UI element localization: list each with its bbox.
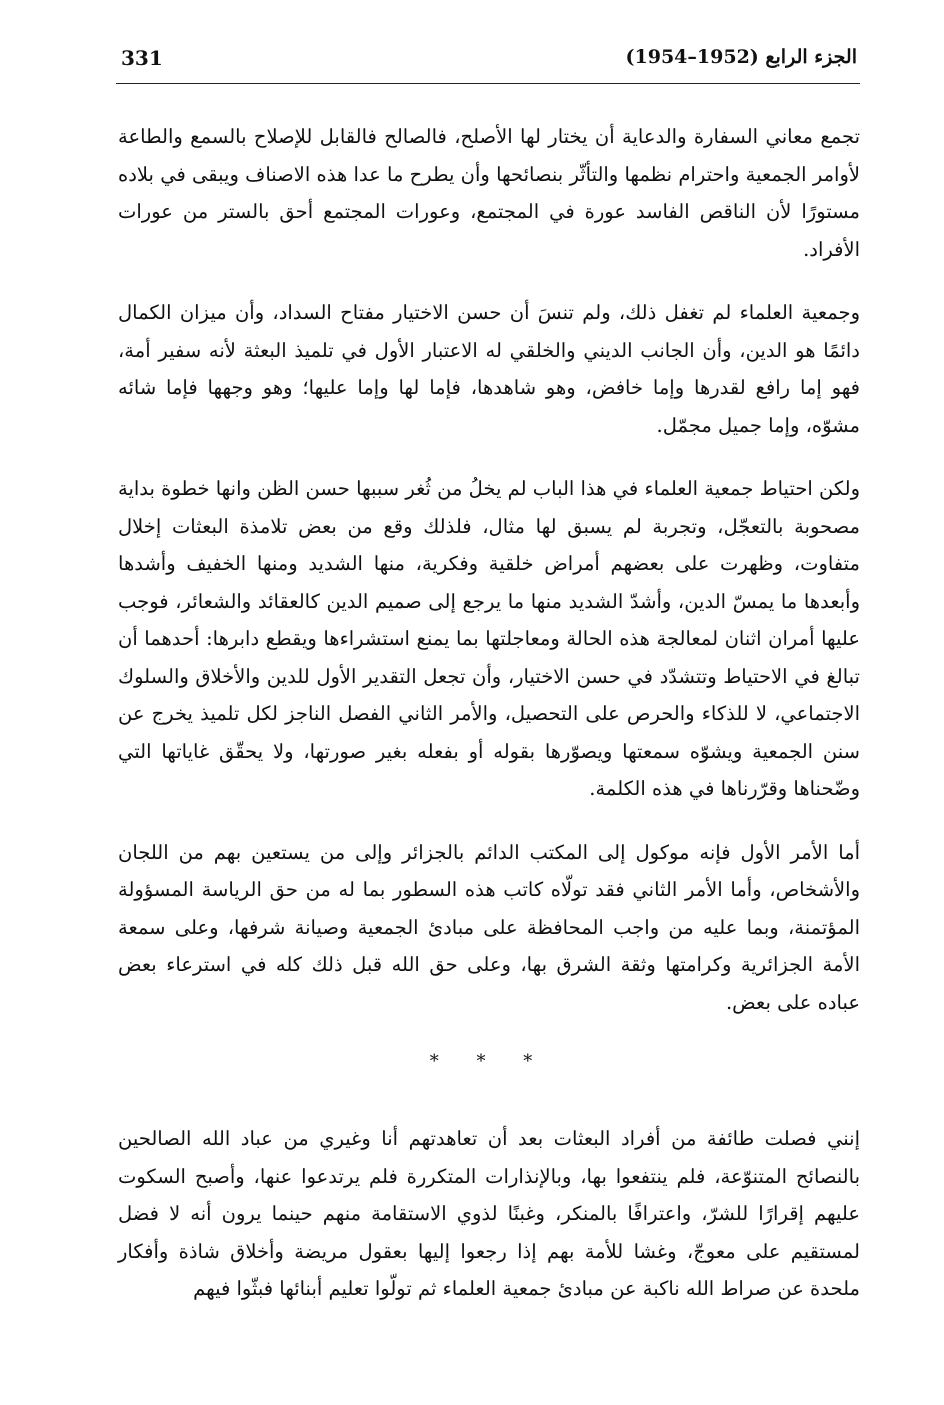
- paragraph-2: وجمعية العلماء لم تغفل ذلك، ولم تنسَ أن حسن الاختيار مفتاح السداد، وأن ميزان الكمال دائمًا هو الدين، وأن الجانب الديني والخلقي له الاعتبار الأول في تلميذ البعثة لأنه سفير أمة، فهو إما رافع لقدرها وإما خافض، وهو شاهدها، فإما لها وإما عليها؛ وهو وجهها فإما شائه مشوّه، وإما جميل مجمّل.: [118, 301, 860, 437]
- page-number: 331: [121, 46, 163, 70]
- paragraph-1: تجمع معاني السفارة والدعاية أن يختار لها الأصلح، فالصالح فالقابل للإصلاح بالسمع والطاعة لأوامر الجمعية واحترام نظمها والتأثّر بنصائحها وأن يطرح ما عدا هذه الاصناف ويبقى في بلاده مستورًا لأن الناقص الفاسد عورة في المجتمع، وعورات المجتمع أحق بالستر من عورات الأفراد.: [118, 125, 860, 261]
- running-title: الجزء الرابع (1952–1954): [625, 46, 857, 68]
- paragraph-3: ولكن احتياط جمعية العلماء في هذا الباب لم يخلُ من ثُغر سببها حسن الظن وانها خطوة بداية مصحوبة بالتعجّل، وتجربة لم يسبق لها مثال، فلذلك وقع من بعض تلامذة البعثات إخلال متفاوت، وظهرت على بعضهم أمراض خلقية وفكرية، منها الشديد ومنها الخفيف وأشدها وأبعدها ما يمسّ الدين، وأشدّ الشديد منها ما يرجع إلى صميم الدين كالعقائد والشعائر، فوجب عليها أمران اثنان لمعالجة هذه الحالة ومعاجلتها بما يمنع استشراءها ويقطع دابرها: أحدهما أن تبالغ في الاحتياط وتتشدّد في حسن الاختيار، وأن تجعل التقدير الأول للدين والأخلاق والسلوك الاجتماعي، لا للذكاء والحرص على التحصيل، والأمر الثاني الفصل الناجز لكل تلميذ يخرج عن سنن الجمعية ويشوّه سمعتها ويصوّرها بقوله أو بفعله بغير صورتها، ولا يحقّق غاياتها التي وضّحناها وقرّرناها في هذه الكلمة.: [118, 477, 860, 800]
- running-head: [117, 38, 857, 80]
- header-rule: [116, 83, 860, 84]
- paragraph-4: أما الأمر الأول فإنه موكول إلى المكتب الدائم بالجزائر وإلى من يستعين بهم من اللجان والأشخاص، وأما الأمر الثاني فقد تولّاه كاتب هذه السطور بما له من حق الرياسة المسؤولة المؤتمنة، وبما عليه من واجب المحافظة على مبادئ الجمعية وصيانة شرفها، وعلى سمعة الأمة الجزائرية وكرامتها وثقة الشرق بها، وعلى حق الله قبل ذلك كله في استرعاء بعض عباده على بعض.: [118, 840, 860, 1014]
- section-separator: * * *: [429, 1051, 549, 1072]
- body-text: [118, 118, 860, 1334]
- paragraph-5: إنني فصلت طائفة من أفراد البعثات بعد أن تعاهدتهم أنا وغيري من عباد الله الصالحين بالنصائح المتنوّعة، فلم ينتفعوا بها، وبالإنذارات المتكررة فلم يرتدعوا عنها، وأصبح السكوت عليهم إقرارًا للشرّ، واعترافًا بالمنكر، وغبنًا لذوي الاستقامة منهم حينما يرون أنه لا فضل لمستقيم على معوجّ، وغشا للأمة بهم إذا رجعوا إليها بعقول مريضة وأخلاق شاذة وأفكار ملحدة عن صراط الله ناكبة عن مبادئ جمعية العلماء ثم تولّوا تعليم أبنائها فبثّوا فيهم: [118, 1127, 860, 1300]
